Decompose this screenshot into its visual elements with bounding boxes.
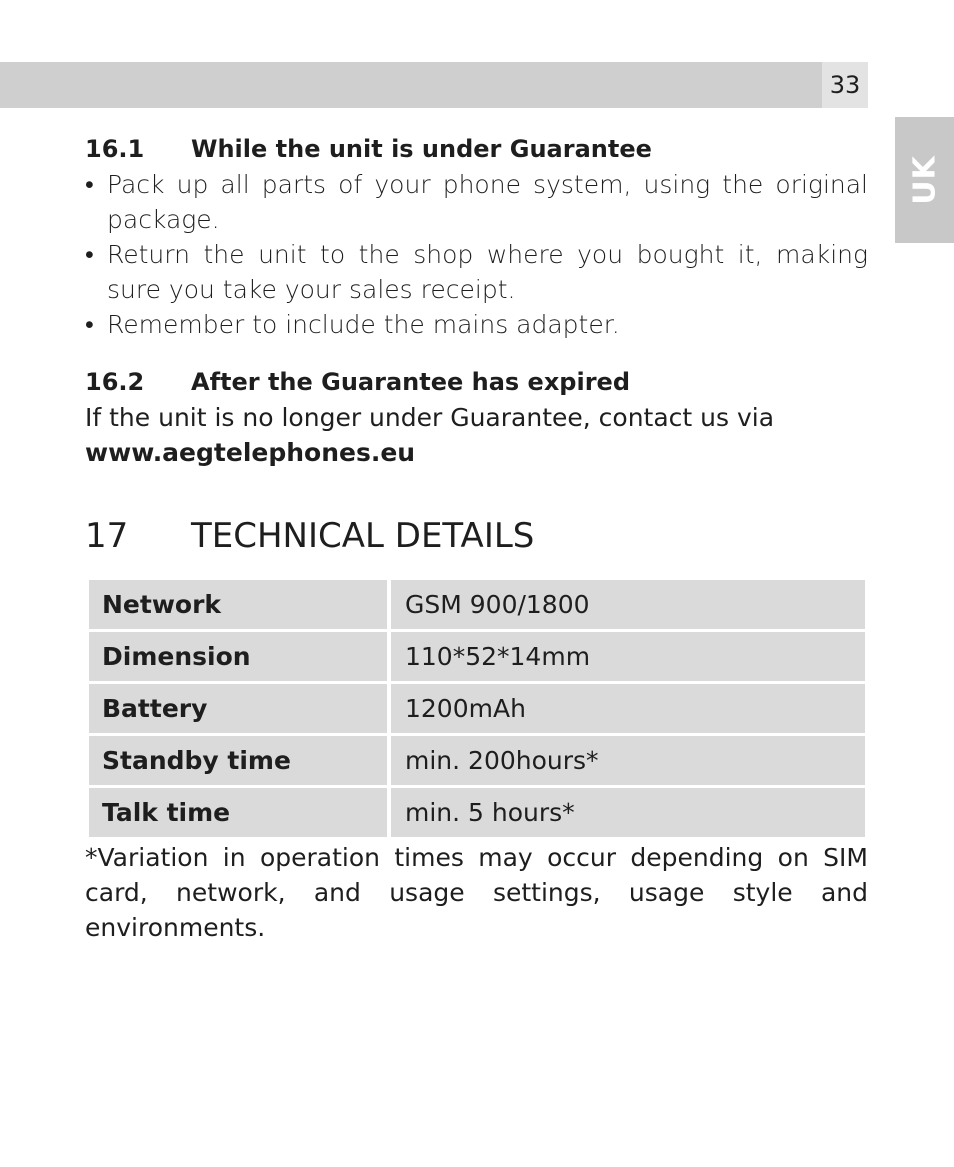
subheading-16-1: [85, 131, 868, 167]
spec-value: GSM 900/1800: [391, 580, 865, 629]
list-item: • Pack up all parts of your phone system, using the original package.: [85, 167, 868, 237]
list-item: • Remember to include the mains adapter.: [85, 307, 868, 342]
section-number: 17: [85, 516, 129, 556]
guarantee-steps-list: [85, 167, 868, 342]
header-bar: [0, 62, 822, 108]
spec-value: 1200mAh: [391, 684, 865, 733]
table-row: [89, 580, 865, 629]
section-title: TECHNICAL DETAILS: [191, 516, 535, 556]
website-link[interactable]: www.aegtelephones.eu: [85, 438, 416, 467]
table-row: [89, 632, 865, 681]
spec-label: Dimension: [89, 632, 391, 681]
spec-label: Talk time: [89, 788, 391, 837]
page-number: 33: [822, 62, 868, 108]
table-row: [89, 684, 865, 733]
subheading-title: After the Guarantee has expired: [191, 368, 631, 396]
spec-value: 110*52*14mm: [391, 632, 865, 681]
language-tab-label: UK: [907, 155, 942, 205]
section-title-17: [85, 514, 868, 558]
subheading-16-2: [85, 364, 868, 400]
spec-value: min. 5 hours*: [391, 788, 865, 837]
technical-details-table: [89, 577, 865, 840]
spec-label: Standby time: [89, 736, 391, 785]
subheading-number: 16.2: [85, 368, 145, 396]
expired-guarantee-text: If the unit is no longer under Guarantee, contact us via: [85, 403, 775, 432]
page-content: [85, 131, 868, 945]
footnote: *Variation in operation times may occur depending on SIM card, network, and usage settings, usage style and environments.: [85, 843, 868, 942]
subheading-number: 16.1: [85, 135, 145, 163]
spec-label: Network: [89, 580, 391, 629]
language-tab: [895, 117, 954, 243]
list-item: • Return the unit to the shop where you bought it, making sure you take your sales receipt.: [85, 237, 868, 307]
spec-label: Battery: [89, 684, 391, 733]
subheading-title: While the unit is under Guarantee: [191, 135, 652, 163]
table-row: [89, 788, 865, 837]
spec-value: min. 200hours*: [391, 736, 865, 785]
table-row: [89, 736, 865, 785]
